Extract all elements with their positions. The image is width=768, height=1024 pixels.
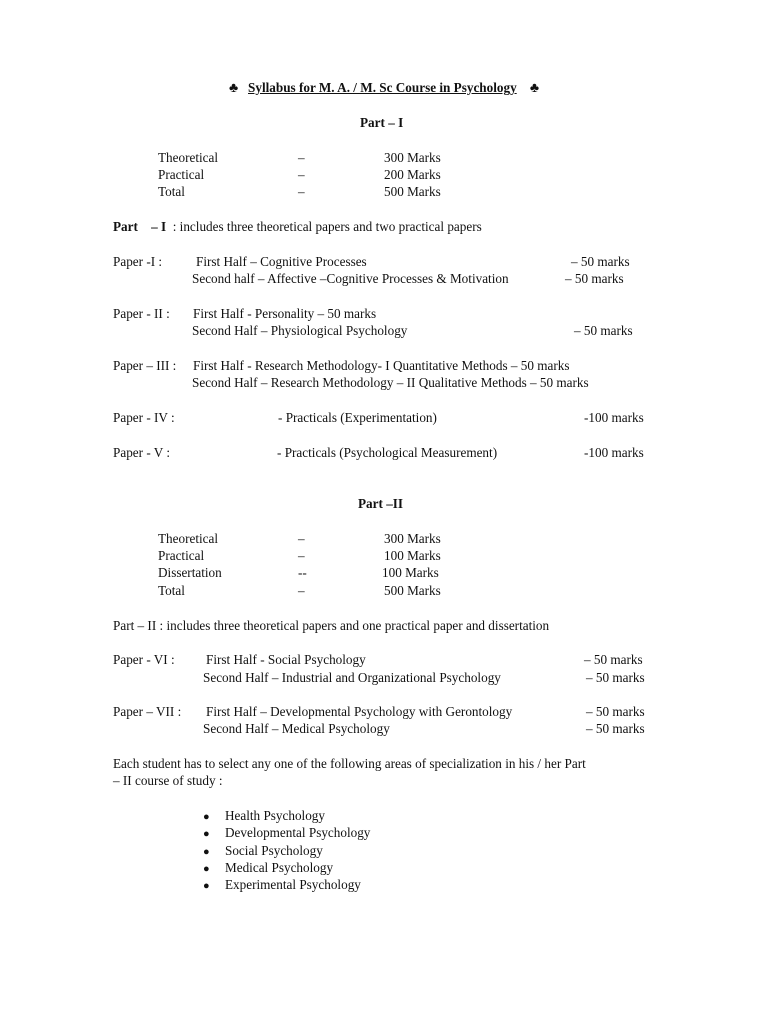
- summary-label: Theoretical: [158, 531, 219, 546]
- summary-dash: –: [298, 583, 305, 598]
- summary-label: Dissertation: [158, 565, 222, 580]
- paper-first-half: - Practicals (Experimentation): [278, 410, 437, 425]
- summary-value: 300 Marks: [384, 531, 441, 546]
- list-item: [203, 860, 334, 877]
- list-item: [203, 877, 361, 894]
- part2-heading: Part –II: [358, 496, 404, 511]
- paper-id: Paper – III :: [113, 358, 177, 373]
- summary-dash: –: [298, 150, 305, 165]
- paper-second-half: Second Half – Research Methodology – II Qualitative Methods – 50 marks: [192, 375, 589, 390]
- paper-first-marks: – 50 marks: [584, 652, 643, 667]
- paper-second-marks: – 50 marks: [574, 323, 633, 338]
- paper-first-half: First Half - Social Psychology: [206, 652, 366, 667]
- specialization-text: – II course of study :: [113, 773, 223, 788]
- paper-second-half: Second half – Affective –Cognitive Processes & Motivation: [192, 271, 509, 286]
- part1-intro-num: – I: [151, 219, 167, 234]
- list-item-label: Health Psychology: [225, 808, 325, 823]
- page-title: [0, 80, 768, 97]
- list-item: [203, 825, 371, 842]
- paper-second-marks: – 50 marks: [565, 271, 624, 286]
- summary-label: Total: [158, 583, 185, 598]
- paper-id: Paper – VII :: [113, 704, 182, 719]
- bullet-icon: ●: [203, 828, 210, 840]
- summary-label: Practical: [158, 548, 205, 563]
- paper-id: Paper - IV :: [113, 410, 175, 425]
- paper-first-marks: – 50 marks: [586, 704, 645, 719]
- list-item-label: Developmental Psychology: [225, 825, 371, 840]
- paper-first-half: First Half – Developmental Psychology with Gerontology: [206, 704, 513, 719]
- paper-first-marks: -100 marks: [584, 445, 644, 460]
- summary-value: 200 Marks: [384, 167, 441, 182]
- paper-second-marks: – 50 marks: [586, 721, 645, 736]
- summary-dash: --: [298, 565, 307, 580]
- summary-value: 100 Marks: [382, 565, 439, 580]
- list-item-label: Medical Psychology: [225, 860, 334, 875]
- list-item: [203, 843, 323, 860]
- part1-intro: [113, 219, 482, 235]
- specialization-text: Each student has to select any one of the following areas of specialization in his / her Part: [113, 756, 586, 771]
- summary-dash: –: [298, 548, 305, 563]
- summary-label: Total: [158, 184, 185, 199]
- summary-value: 500 Marks: [384, 184, 441, 199]
- paper-first-half: First Half - Personality – 50 marks: [193, 306, 377, 321]
- summary-dash: –: [298, 531, 305, 546]
- paper-second-half: Second Half – Physiological Psychology: [192, 323, 408, 338]
- summary-value: 100 Marks: [384, 548, 441, 563]
- bullet-icon: ●: [203, 863, 210, 875]
- summary-label: Practical: [158, 167, 205, 182]
- paper-id: Paper - II :: [113, 306, 170, 321]
- paper-id: Paper - VI :: [113, 652, 175, 667]
- summary-value: 300 Marks: [384, 150, 441, 165]
- list-item-label: Experimental Psychology: [225, 877, 361, 892]
- part1-heading: Part – I: [360, 115, 404, 130]
- bullet-icon: ●: [203, 880, 210, 892]
- summary-value: 500 Marks: [384, 583, 441, 598]
- paper-first-marks: -100 marks: [584, 410, 644, 425]
- paper-first-marks: – 50 marks: [571, 254, 630, 269]
- summary-dash: –: [298, 167, 305, 182]
- paper-id: Paper -I :: [113, 254, 163, 269]
- club-icon: ♣: [228, 81, 239, 96]
- paper-first-half: - Practicals (Psychological Measurement): [277, 445, 498, 460]
- list-item-label: Social Psychology: [225, 843, 323, 858]
- list-item: [203, 808, 325, 825]
- bullet-icon: ●: [203, 846, 210, 858]
- paper-second-half: Second Half – Industrial and Organizational Psychology: [203, 670, 501, 685]
- part2-intro: Part – II : includes three theoretical papers and one practical paper and dissertation: [113, 618, 550, 633]
- summary-dash: –: [298, 184, 305, 199]
- club-icon: ♣: [529, 81, 540, 96]
- title-text: Syllabus for M. A. / M. Sc Course in Psychology: [248, 80, 517, 95]
- paper-second-half: Second Half – Medical Psychology: [203, 721, 390, 736]
- paper-id: Paper - V :: [113, 445, 171, 460]
- paper-first-half: First Half - Research Methodology- I Quantitative Methods – 50 marks: [193, 358, 570, 373]
- paper-second-marks: – 50 marks: [586, 670, 645, 685]
- summary-label: Theoretical: [158, 150, 219, 165]
- part1-intro-text: : includes three theoretical papers and two practical papers: [172, 219, 482, 234]
- paper-first-half: First Half – Cognitive Processes: [196, 254, 367, 269]
- part1-intro-label: Part: [113, 219, 138, 234]
- bullet-icon: ●: [203, 811, 210, 823]
